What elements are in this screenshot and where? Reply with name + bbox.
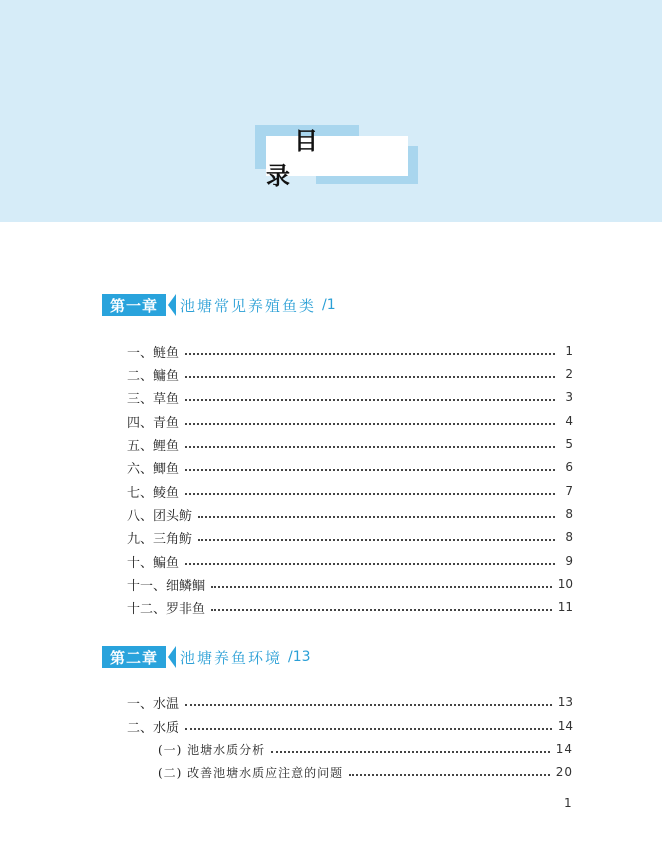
toc-entry[interactable] [127,434,573,454]
toc-leader-dots [185,376,555,378]
toc-entry[interactable] [127,387,573,407]
page-title: 目 录 [266,136,408,176]
toc-leader-dots [349,774,550,776]
toc-entry[interactable] [127,527,573,547]
toc-entry[interactable] [127,504,573,524]
toc-entry-label: 十一、细鳞鲴 [127,578,206,594]
toc-entry-page: 4 [565,414,573,428]
toc-entry-label: 三、草鱼 [127,391,180,407]
chapter-title: 池塘常见养殖鱼类 [180,296,317,315]
chapter-arrow-icon [168,294,176,316]
toc-leader-dots [185,399,555,401]
toc-entry-page: 1 [565,344,573,358]
toc-entry-page: 8 [565,530,573,544]
toc-entry[interactable] [127,364,573,384]
toc-entry-label: 一、水温 [127,696,180,712]
toc-subentry[interactable] [158,739,573,759]
toc-entry-label: 二、水质 [127,720,180,736]
toc-entry-page: 14 [555,742,573,756]
toc-entry-label: (一) 池塘水质分析 [158,742,266,757]
toc-entry-page: 13 [557,695,573,709]
toc-entry-label: 九、三角鲂 [127,531,193,547]
toc-entry[interactable] [127,716,573,736]
toc-leader-dots [198,539,555,541]
toc-leader-dots [198,516,555,518]
toc-entry-page: 2 [565,367,573,381]
toc-entry-page: 8 [565,507,573,521]
toc-leader-dots [185,353,555,355]
toc-entry-label: 五、鲤鱼 [127,438,180,454]
chapter-title: 池塘养鱼环境 [180,648,283,667]
toc-entry-label: 二、鳙鱼 [127,368,180,384]
toc-entry[interactable] [127,692,573,712]
toc-entry[interactable] [127,551,573,571]
toc-entry-page: 3 [565,390,573,404]
toc-entry-label: 六、鲫鱼 [127,461,180,477]
toc-entry-page: 11 [557,600,573,614]
chapter-heading-1[interactable] [102,294,336,316]
toc-entry[interactable] [127,481,573,501]
toc-leader-dots [185,704,552,706]
toc-entry-page: 7 [565,484,573,498]
toc-entry-page: 20 [555,765,573,779]
toc-entry[interactable] [127,341,573,361]
toc-leader-dots [185,446,555,448]
toc-entry-label: 十二、罗非鱼 [127,601,206,617]
toc-entry-label: (二) 改善池塘水质应注意的问题 [158,765,344,780]
toc-entry[interactable] [127,574,573,594]
chapter-arrow-icon [168,646,176,668]
toc-leader-dots [185,469,555,471]
chapter-tag: 第二章 [102,646,166,668]
toc-entry-label: 八、团头鲂 [127,508,193,524]
toc-leader-dots [211,609,552,611]
toc-leader-dots [271,751,550,753]
toc-leader-dots [185,728,552,730]
chapter-page: /13 [288,649,311,665]
toc-leader-dots [185,563,555,565]
chapter-tag: 第一章 [102,294,166,316]
toc-leader-dots [211,586,552,588]
toc-entry-page: 5 [565,437,573,451]
toc-entry-page: 6 [565,460,573,474]
toc-entry-label: 七、鲮鱼 [127,485,180,501]
toc-entry[interactable] [127,457,573,477]
chapter-page: /1 [322,297,336,313]
toc-entry[interactable] [127,597,573,617]
chapter-heading-2[interactable] [102,646,311,668]
toc-entry-page: 14 [557,719,573,733]
toc-leader-dots [185,493,555,495]
toc-entry-page: 10 [557,577,573,591]
toc-leader-dots [185,423,555,425]
toc-entry-label: 一、鲢鱼 [127,345,180,361]
toc-entry-page: 9 [565,554,573,568]
toc-entry-label: 四、青鱼 [127,415,180,431]
toc-entry[interactable] [127,411,573,431]
toc-subentry[interactable] [158,762,573,782]
page-number: 1 [564,796,572,810]
toc-entry-label: 十、鳊鱼 [127,555,180,571]
